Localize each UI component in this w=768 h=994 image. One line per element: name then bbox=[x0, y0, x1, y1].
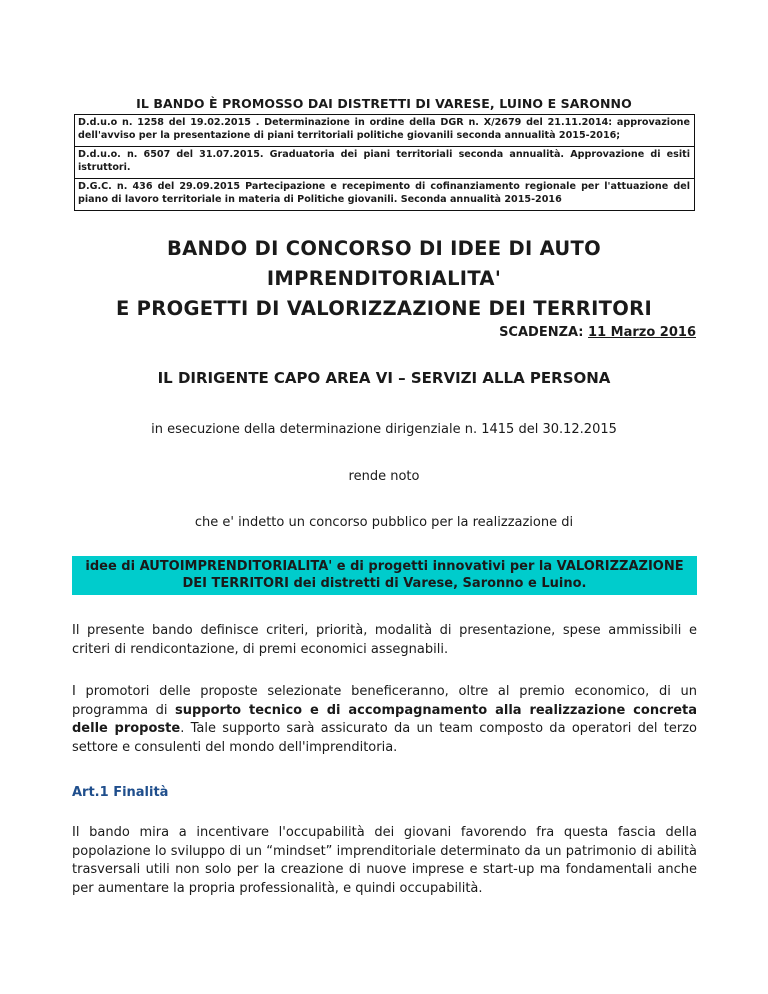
title-line-2: E PROGETTI DI VALORIZZAZIONE DEI TERRITORI bbox=[115, 297, 653, 320]
announcement-line: che e' indetto un concorso pubblico per la realizzazione di bbox=[194, 515, 574, 530]
support-text-start: I promotori delle proposte selezionate beneficeranno, oltre al premio economico, di un programma di bbox=[72, 684, 697, 718]
promoter-heading: IL BANDO È PROMOSSO DAI DISTRETTI DI VARESE, LUINO E SARONNO bbox=[136, 96, 632, 111]
reference-item: D.d.u.o. n. 6507 del 31.07.2015. Graduatoria dei piani territoriali seconda annualità. Approvazione di esiti istruttori. bbox=[75, 147, 694, 179]
deadline-date: 11 Marzo 2016 bbox=[588, 325, 696, 340]
document-title bbox=[60, 234, 708, 324]
support-text-bold: supporto tecnico e di accompagnamento alla realizzazione concreta delle proposte bbox=[72, 702, 697, 736]
article-1-heading: Art.1 Finalità bbox=[72, 785, 169, 800]
deadline bbox=[499, 325, 696, 340]
paragraph-scope: Il presente bando definisce criteri, priorità, modalità di presentazione, spese ammissibili e criteri di rendicontazione, di premi economici assegnabili. bbox=[72, 623, 697, 657]
support-text-end: . Tale supporto sarà assicurato da un team composto da operatori del terzo settore e consulenti del mondo dell'imprenditoria. bbox=[72, 721, 698, 755]
references-box bbox=[74, 114, 695, 211]
highlight-line-1: idee di AUTOIMPRENDITORIALITA' e di progetti innovativi per la VALORIZZAZIONE bbox=[85, 559, 684, 574]
reference-item: D.d.u.o n. 1258 del 19.02.2015 . Determinazione in ordine della DGR n. X/2679 del 21.11.2014: approvazione dell'avviso per la presentazione di piani territoriali politiche giovanili seconda annualità 2015-2016; bbox=[75, 115, 694, 147]
execution-line: in esecuzione della determinazione dirigenziale n. 1415 del 30.12.2015 bbox=[151, 422, 617, 437]
article-1-text: Il bando mira a incentivare l'occupabilità dei giovani favorendo fra questa fascia della popolazione lo sviluppo di un “mindset” imprenditoriale determinato da un patrimonio di abilità trasversali utili non solo per la creazione di nuove imprese e start-up ma fondamentali anche per aumentare la propria professionalità, e quindi occupabilità. bbox=[72, 825, 697, 896]
reference-item: D.G.C. n. 436 del 29.09.2015 Partecipazione e recepimento di cofinanziamento regionale per l'attuazione del piano di lavoro territoriale in materia di Politiche giovanili. Seconda annualità 2015-2016 bbox=[78, 181, 690, 205]
deadline-label: SCADENZA: bbox=[499, 325, 584, 340]
highlight-line-2: DEI TERRITORI dei distretti di Varese, Saronno e Luino. bbox=[182, 576, 587, 591]
notice-line: rende noto bbox=[348, 469, 420, 484]
paragraph-support bbox=[72, 683, 697, 757]
title-line-1: BANDO DI CONCORSO DI IDEE DI AUTO IMPRENDITORIALITA' bbox=[166, 237, 601, 290]
highlight-box bbox=[72, 556, 697, 595]
authority-heading: IL DIRIGENTE CAPO AREA VI – SERVIZI ALLA PERSONA bbox=[157, 369, 611, 387]
